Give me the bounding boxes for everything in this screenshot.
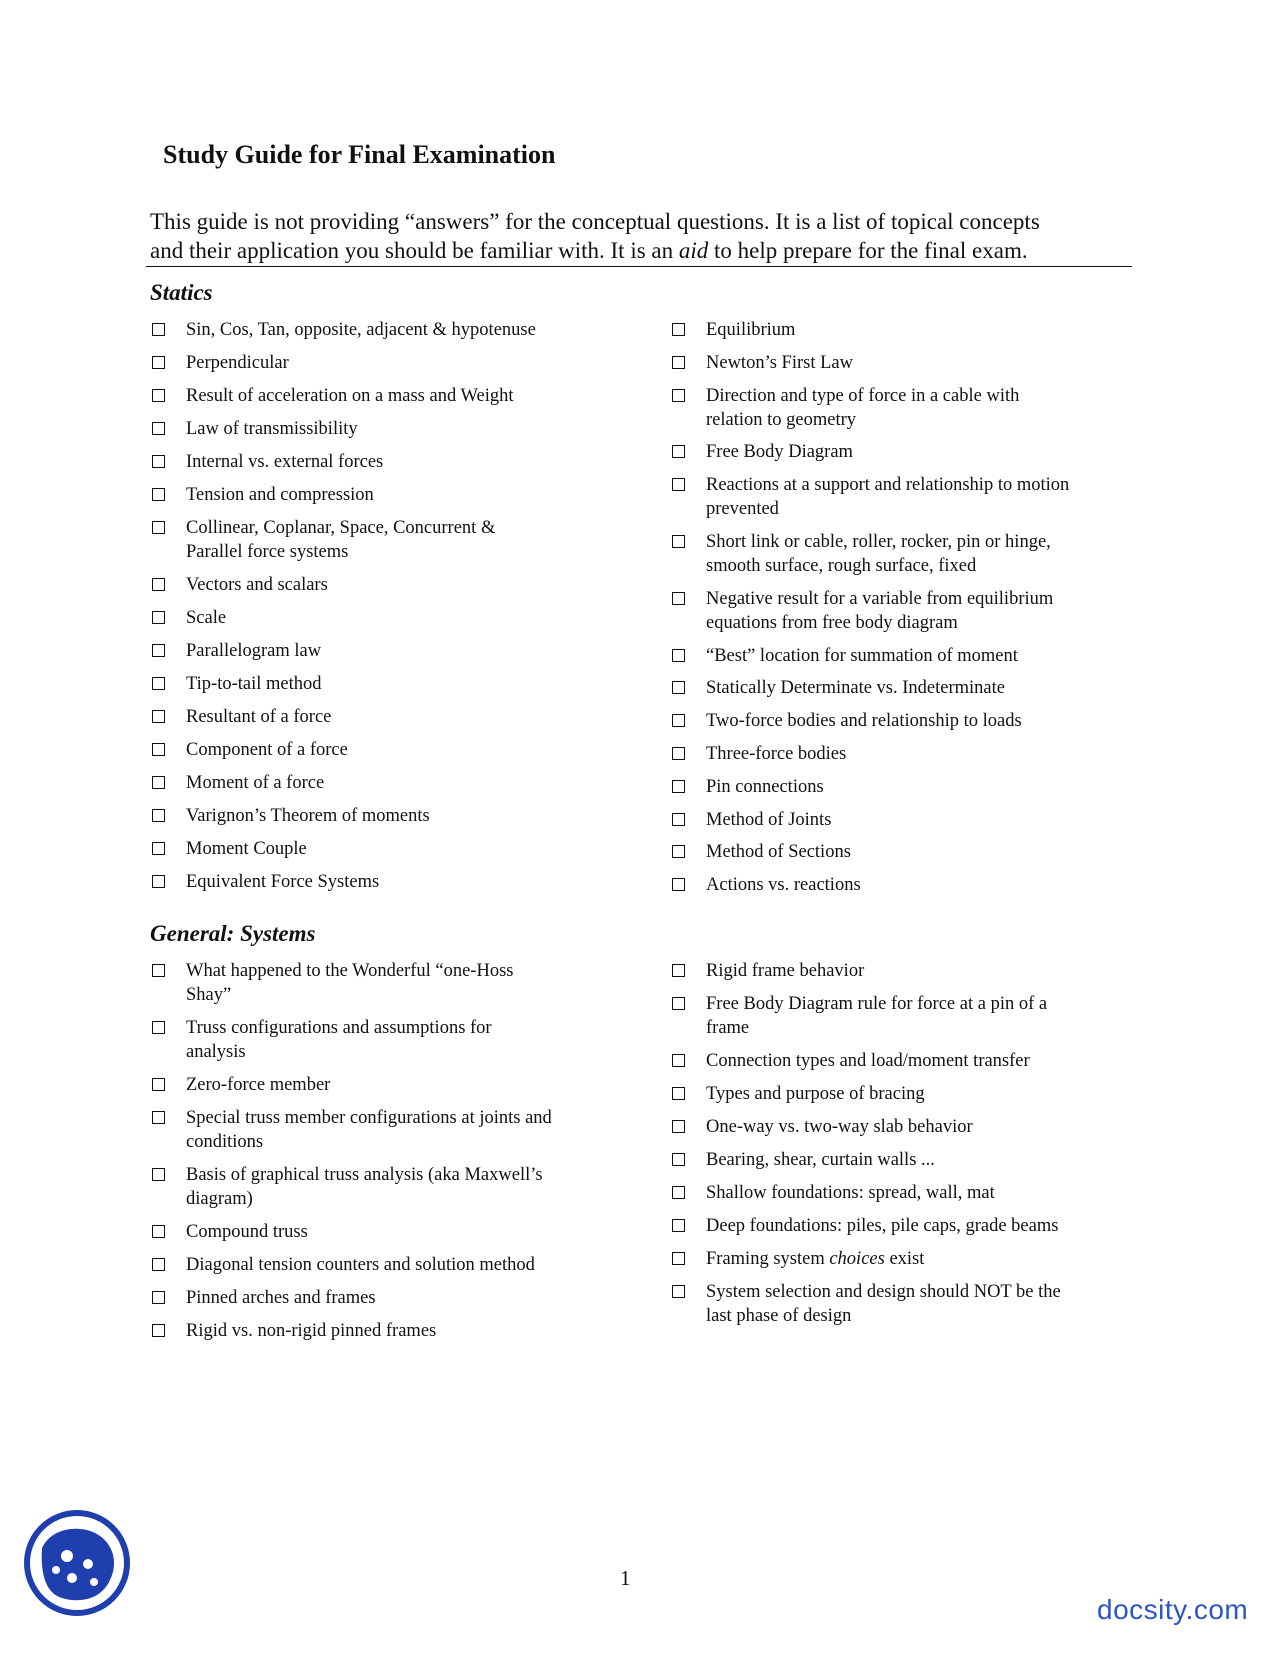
checkbox[interactable] bbox=[152, 644, 165, 657]
checklist-item-text: Component of a force bbox=[186, 740, 348, 760]
checklist-item-text: relation to geometry bbox=[706, 409, 857, 430]
checkbox[interactable] bbox=[152, 809, 165, 822]
checkbox[interactable] bbox=[672, 845, 685, 858]
checkbox[interactable] bbox=[152, 1225, 165, 1238]
checkbox[interactable] bbox=[152, 875, 165, 888]
checklist-item-text: Shay” bbox=[186, 985, 232, 1005]
checkbox[interactable] bbox=[152, 521, 165, 534]
checkbox[interactable] bbox=[672, 964, 685, 977]
checklist-item-text: Scale bbox=[186, 608, 227, 628]
checklist-item-text: Collinear, Coplanar, Space, Concurrent & bbox=[186, 518, 496, 538]
checklist-item-text: Two-force bodies and relationship to loads bbox=[706, 711, 1022, 732]
checklist-item bbox=[672, 742, 1142, 766]
section-heading-systems: General: Systems bbox=[150, 921, 316, 946]
checklist-item-text: Law of transmissibility bbox=[186, 419, 358, 439]
checklist-item-text: Vectors and scalars bbox=[186, 575, 328, 595]
checklist-item bbox=[152, 606, 622, 630]
checklist-item-text: analysis bbox=[186, 1042, 246, 1062]
checklist-item-text: Parallelogram law bbox=[186, 641, 322, 661]
checklist-item-text: Free Body Diagram rule for force at a pin of a bbox=[706, 994, 1048, 1014]
checklist-item bbox=[152, 1163, 622, 1211]
checklist-item-text: Actions vs. reactions bbox=[706, 875, 861, 896]
checkbox[interactable] bbox=[152, 964, 165, 977]
intro-paragraph bbox=[150, 207, 1130, 265]
checklist-item-text: Free Body Diagram bbox=[706, 442, 853, 463]
checkbox[interactable] bbox=[152, 389, 165, 402]
checklist-item bbox=[672, 440, 1142, 464]
checkbox[interactable] bbox=[672, 1186, 685, 1199]
checklist-item-text: Method of Joints bbox=[706, 809, 832, 830]
checklist-item bbox=[672, 1181, 1142, 1205]
checklist-item bbox=[672, 644, 1142, 668]
checklist-item-text: Reactions at a support and relationship to motion bbox=[706, 475, 1070, 496]
checklist-item bbox=[672, 587, 1142, 635]
checkbox[interactable] bbox=[672, 813, 685, 826]
checkbox[interactable] bbox=[672, 1252, 685, 1265]
checklist-item-text: conditions bbox=[186, 1132, 264, 1152]
checklist-item-text: Framing system bbox=[706, 1249, 830, 1269]
checkbox[interactable] bbox=[672, 649, 685, 662]
section-heading-statics: Statics bbox=[150, 280, 213, 305]
checklist-item bbox=[152, 516, 622, 564]
checkbox[interactable] bbox=[152, 1258, 165, 1271]
checklist-item-text: “Best” location for summation of moment bbox=[706, 645, 1018, 666]
checklist-item-text: equations from free body diagram bbox=[706, 612, 958, 633]
checklist-item-text: frame bbox=[706, 1018, 750, 1038]
checklist-item bbox=[152, 417, 622, 441]
checklist-item bbox=[152, 1106, 622, 1154]
checklist-item bbox=[152, 1286, 622, 1310]
checklist-item bbox=[672, 1082, 1142, 1106]
checklist-item-text: Result of acceleration on a mass and Weight bbox=[186, 386, 514, 406]
checklist-item-text: Equivalent Force Systems bbox=[186, 872, 380, 892]
checklist-item bbox=[152, 573, 622, 597]
checklist-item bbox=[672, 318, 1142, 342]
checklist-item bbox=[672, 1214, 1142, 1238]
checklist-item bbox=[672, 676, 1142, 700]
header-divider bbox=[146, 266, 1132, 267]
checklist-item bbox=[152, 804, 622, 828]
checklist-item-text: Rigid frame behavior bbox=[706, 961, 865, 981]
checklist-item-text: Method of Sections bbox=[706, 842, 851, 863]
checklist-item-text: Statically Determinate vs. Indeterminate bbox=[706, 678, 1005, 699]
checklist-item-text: One-way vs. two-way slab behavior bbox=[706, 1117, 973, 1137]
checkbox[interactable] bbox=[152, 611, 165, 624]
checklist-item bbox=[672, 775, 1142, 799]
checklist-item-text: Rigid vs. non-rigid pinned frames bbox=[186, 1321, 437, 1341]
checklist-item-text: Basis of graphical truss analysis (aka Maxwell’s bbox=[186, 1165, 543, 1185]
checkbox[interactable] bbox=[672, 535, 685, 548]
checkbox[interactable] bbox=[152, 422, 165, 435]
checklist-item bbox=[152, 672, 622, 696]
checklist-item-text: Equilibrium bbox=[706, 320, 796, 340]
checkbox[interactable] bbox=[672, 878, 685, 891]
checkbox[interactable] bbox=[152, 578, 165, 591]
checkbox[interactable] bbox=[672, 445, 685, 458]
checklist-item-text: Zero-force member bbox=[186, 1075, 331, 1095]
checklist-item-text: Types and purpose of bracing bbox=[706, 1084, 925, 1104]
checklist-item-text: Deep foundations: piles, pile caps, grade beams bbox=[706, 1216, 1059, 1236]
checklist-item bbox=[672, 808, 1142, 832]
statics-right-list bbox=[672, 318, 1142, 897]
checkbox[interactable] bbox=[152, 1168, 165, 1181]
checkbox[interactable] bbox=[672, 1054, 685, 1067]
checklist-item-text: Resultant of a force bbox=[186, 707, 332, 727]
checklist-item-text: Special truss member configurations at joints and bbox=[186, 1108, 552, 1128]
checkbox[interactable] bbox=[152, 356, 165, 369]
checklist-item bbox=[672, 473, 1142, 521]
checklist-item bbox=[152, 959, 622, 1007]
checklist-item bbox=[672, 840, 1142, 864]
intro-emphasis: aid bbox=[678, 238, 709, 263]
checklist-item bbox=[672, 709, 1142, 733]
intro-line-2 bbox=[150, 236, 1130, 265]
intro-line-1: This guide is not providing “answers” for the conceptual questions. It is a list of topical concepts bbox=[150, 209, 1040, 234]
checkbox[interactable] bbox=[672, 323, 685, 336]
checklist-item bbox=[672, 873, 1142, 897]
checklist-item bbox=[672, 530, 1142, 578]
checkbox[interactable] bbox=[152, 1111, 165, 1124]
checklist-item bbox=[672, 351, 1142, 375]
checklist-item-text: Direction and type of force in a cable with bbox=[706, 385, 1020, 406]
checkbox[interactable] bbox=[672, 356, 685, 369]
checklist-item-emphasis: choices bbox=[829, 1249, 885, 1269]
checklist-item bbox=[152, 705, 622, 729]
checklist-item-text: Sin, Cos, Tan, opposite, adjacent & hypotenuse bbox=[186, 320, 536, 340]
docsity-logo-icon[interactable] bbox=[22, 1508, 132, 1618]
checklist-item bbox=[672, 384, 1142, 432]
checklist-item-text: Moment of a force bbox=[186, 773, 325, 793]
intro-line-2-start: and their application you should be familiar with. It is an bbox=[150, 238, 679, 263]
checkbox[interactable] bbox=[152, 1291, 165, 1304]
checkbox[interactable] bbox=[672, 389, 685, 402]
checklist-item-text: Truss configurations and assumptions for bbox=[186, 1018, 492, 1038]
systems-left-list bbox=[152, 959, 622, 1343]
checkbox[interactable] bbox=[672, 747, 685, 760]
systems-right-list bbox=[672, 959, 1142, 1328]
checkbox[interactable] bbox=[152, 743, 165, 756]
checklist-item bbox=[152, 639, 622, 663]
checkbox[interactable] bbox=[672, 1120, 685, 1133]
checklist-item bbox=[152, 1016, 622, 1064]
checklist-item-text: Parallel force systems bbox=[186, 542, 349, 562]
checklist-item-text: Newton’s First Law bbox=[706, 352, 853, 373]
checklist-item bbox=[672, 1049, 1142, 1073]
checklist-item bbox=[672, 1280, 1142, 1328]
checkbox[interactable] bbox=[672, 997, 685, 1010]
statics-left-list bbox=[152, 318, 622, 894]
checklist-item-text: Varignon’s Theorem of moments bbox=[186, 806, 430, 826]
checklist-item bbox=[152, 384, 622, 408]
checkbox[interactable] bbox=[672, 780, 685, 793]
checklist-item-text: exist bbox=[884, 1249, 925, 1269]
checklist-item-text: Negative result for a variable from equilibrium bbox=[706, 588, 1054, 609]
checklist-item-text: prevented bbox=[706, 499, 779, 520]
checkbox[interactable] bbox=[672, 1219, 685, 1232]
checkbox[interactable] bbox=[672, 478, 685, 491]
checklist-item-text: Pinned arches and frames bbox=[186, 1288, 376, 1308]
checkbox[interactable] bbox=[152, 323, 165, 336]
checklist-item-text: Tip-to-tail method bbox=[186, 674, 322, 694]
checkbox[interactable] bbox=[672, 714, 685, 727]
checkbox[interactable] bbox=[152, 776, 165, 789]
checkbox[interactable] bbox=[152, 1324, 165, 1337]
checklist-item bbox=[152, 738, 622, 762]
checklist-item bbox=[152, 1253, 622, 1277]
intro-line-2-end: to help prepare for the final exam. bbox=[708, 238, 1028, 263]
checklist-item bbox=[672, 992, 1142, 1040]
checkbox[interactable] bbox=[152, 1078, 165, 1091]
checklist-item bbox=[672, 1115, 1142, 1139]
checklist-item-text: last phase of design bbox=[706, 1306, 852, 1326]
checklist-item-text: Internal vs. external forces bbox=[186, 452, 384, 472]
checklist-item bbox=[672, 1148, 1142, 1172]
page-title: Study Guide for Final Examination bbox=[163, 140, 556, 169]
checklist-item-text: Moment Couple bbox=[186, 839, 307, 859]
checkbox[interactable] bbox=[152, 488, 165, 501]
checklist-item-text: System selection and design should NOT be the bbox=[706, 1282, 1061, 1302]
checkbox[interactable] bbox=[152, 677, 165, 690]
checkbox[interactable] bbox=[672, 681, 685, 694]
checklist-item bbox=[672, 1247, 1142, 1271]
checkbox[interactable] bbox=[672, 592, 685, 605]
checklist-item-text: Perpendicular bbox=[186, 353, 289, 373]
checklist-item bbox=[152, 1319, 622, 1343]
checklist-item-text: Diagonal tension counters and solution method bbox=[186, 1255, 535, 1275]
checklist-item-text: Three-force bodies bbox=[706, 743, 847, 764]
checklist-item bbox=[672, 959, 1142, 983]
checklist-item-text: Tension and compression bbox=[186, 485, 374, 505]
checklist-item bbox=[152, 1220, 622, 1244]
checkbox[interactable] bbox=[672, 1087, 685, 1100]
checklist-item-text: Short link or cable, roller, rocker, pin or hinge, bbox=[706, 531, 1051, 552]
checklist-item bbox=[152, 318, 622, 342]
checklist-item bbox=[152, 771, 622, 795]
checkbox[interactable] bbox=[672, 1285, 685, 1298]
checkbox[interactable] bbox=[672, 1153, 685, 1166]
checklist-item bbox=[152, 1073, 622, 1097]
checklist-item-text: Compound truss bbox=[186, 1222, 308, 1242]
checklist-item-text: diagram) bbox=[186, 1189, 253, 1209]
checkbox[interactable] bbox=[152, 710, 165, 723]
page-number: 1 bbox=[620, 1566, 631, 1590]
checklist-item bbox=[152, 870, 622, 894]
checklist-item-text: Connection types and load/moment transfer bbox=[706, 1051, 1030, 1071]
checkbox[interactable] bbox=[152, 455, 165, 468]
checkbox[interactable] bbox=[152, 1021, 165, 1034]
checklist-item bbox=[152, 351, 622, 375]
docsity-brand-link[interactable]: docsity.com bbox=[1097, 1594, 1249, 1625]
checklist-item bbox=[152, 837, 622, 861]
checklist-item-text: Pin connections bbox=[706, 776, 824, 797]
checklist-item bbox=[152, 450, 622, 474]
checklist-item-text: Shallow foundations: spread, wall, mat bbox=[706, 1183, 995, 1203]
checklist-item-text: smooth surface, rough surface, fixed bbox=[706, 555, 977, 576]
checklist-item bbox=[152, 483, 622, 507]
checkbox[interactable] bbox=[152, 842, 165, 855]
checklist-item-text: What happened to the Wonderful “one-Hoss bbox=[186, 961, 514, 981]
checklist-item-text: Bearing, shear, curtain walls ... bbox=[706, 1150, 935, 1170]
